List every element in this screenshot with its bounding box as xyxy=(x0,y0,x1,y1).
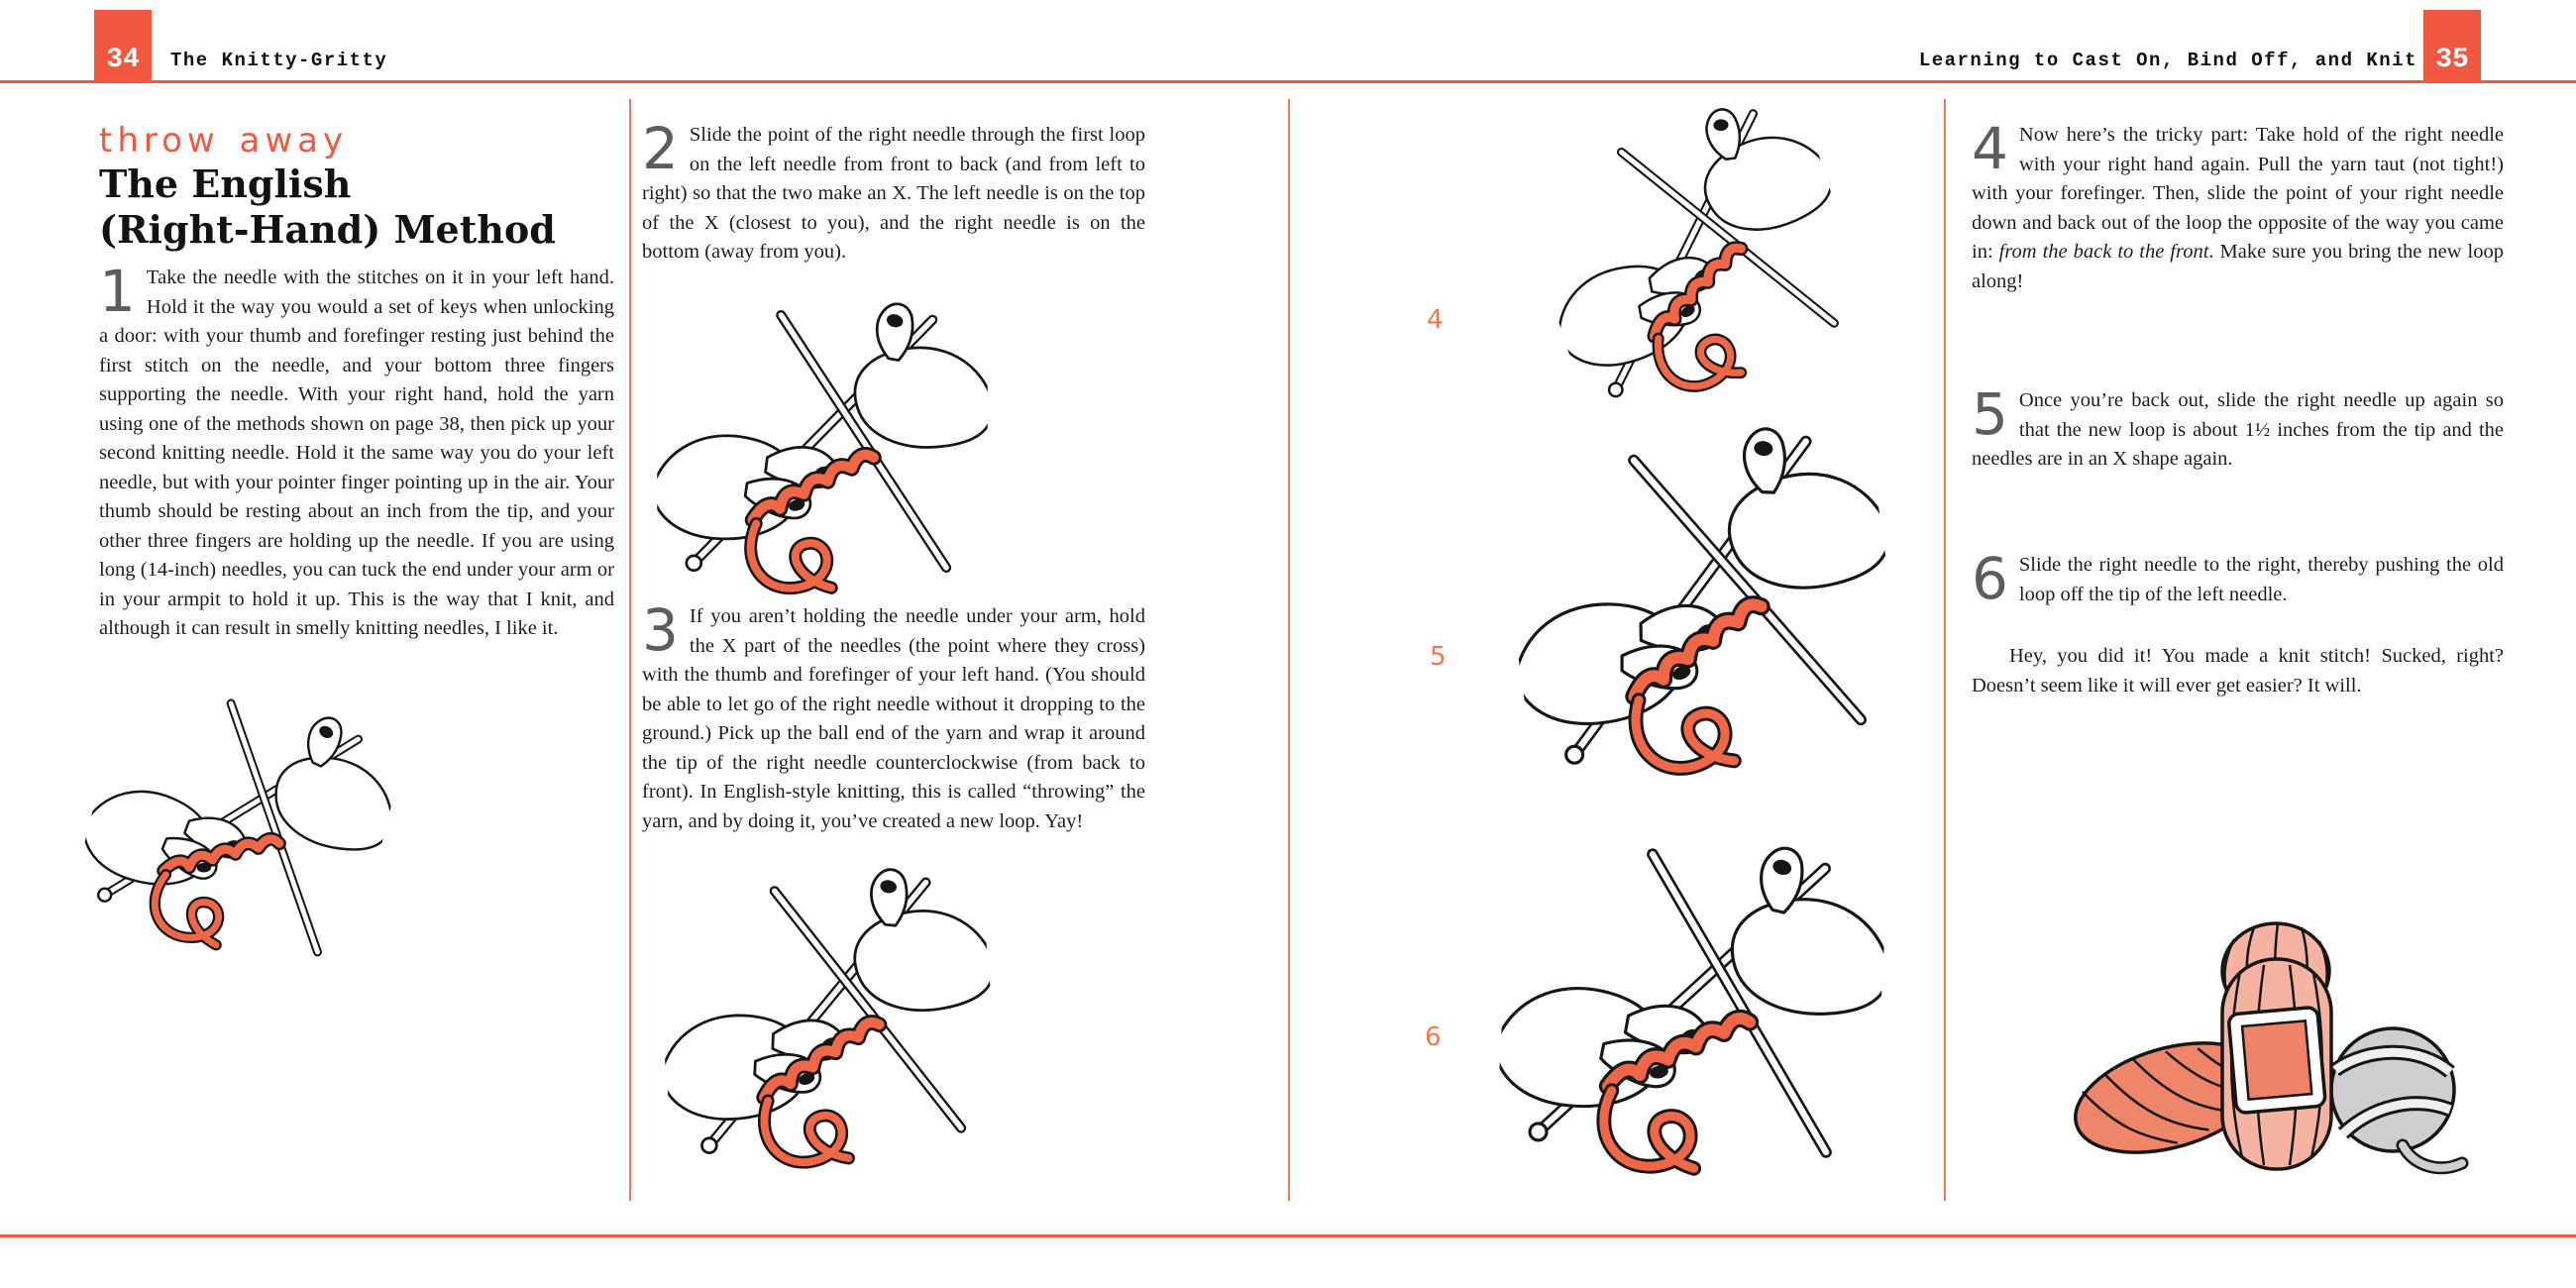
figure-label-5: 5 xyxy=(1430,642,1448,672)
step-3-number: 3 xyxy=(642,596,679,664)
step-6-text: Slide the right needle to the right, thereby pushing the old loop off the tip of the left needle. xyxy=(2018,554,2504,605)
knitting-hands-illustration-step5 xyxy=(1444,395,1959,814)
header-rule xyxy=(0,80,2576,83)
page-gutter-divider xyxy=(1288,99,1290,1201)
step-4-text-start: Now here’s the tricky part: Take hold of the right needle with your right hand again. Pull the yarn taut (not tight!) with your forefinger. Then, slide the point of your right needle down and back out of the loop the opposite of the way you came in: xyxy=(1972,124,2504,263)
footer-rule xyxy=(0,1234,2576,1237)
step-1 xyxy=(99,258,614,644)
step-4-number: 4 xyxy=(1972,115,2008,182)
page-number-left: 34 xyxy=(94,10,152,81)
section-heading xyxy=(99,161,556,253)
step-1-number: 1 xyxy=(99,258,136,325)
step-3 xyxy=(642,596,1145,836)
step-5-text: Once you’re back out, slide the right needle up again so that the new loop is about 1½ inches from the tip and the needles are in an X shape again. xyxy=(1972,389,2504,470)
step-3-text: If you aren’t holding the needle under your arm, hold the X part of the needles (the point where they cross) with the thumb and forefinger of your left hand. (You should be able to let go of the right needle without it dropping to the ground.) Pick up the ball end of the yarn and wrap it around the tip of the right needle counterclockwise (from back to front). In English-style knitting, this is called “throwing” the yarn, and by doing it, you’ve created a new loop. Yay! xyxy=(642,605,1145,832)
closing-paragraph xyxy=(1972,642,2504,700)
step-2-number: 2 xyxy=(642,115,679,182)
step-5 xyxy=(1972,380,2504,475)
knitting-hands-illustration-step2 xyxy=(649,292,996,604)
figure-label-6: 6 xyxy=(1425,1022,1443,1052)
step-4 xyxy=(1972,115,2504,296)
column-divider-left-page xyxy=(629,99,631,1201)
knitting-hands-illustration-step1 xyxy=(55,656,419,995)
knitting-hands-illustration-step6 xyxy=(1443,818,1941,1200)
running-title-left: The Knitty-Gritty xyxy=(170,50,388,71)
step-2-text: Slide the point of the right needle through the first loop on the left needle from front to back (and from left to right) so that the two make an X. The left needle is on the top of the X (closest to you), and the right needle is on the bottom (away from you). xyxy=(642,124,1145,263)
step-5-number: 5 xyxy=(1972,380,2008,448)
section-heading-line2: (Right-Hand) Method xyxy=(99,207,556,252)
step-4-text-italic: from the back to the front xyxy=(1998,241,2209,263)
step-1-text: Take the needle with the stitches on it in your left hand. Hold it the way you would a set of keys when unlocking a door: with your thumb and forefinger resting just behind the first stitch on the needle, and your bottom three fingers supporting the needle. With your right hand, hold the yarn using one of the methods shown on page 38, then pick up your second knitting needle. Hold it the same way you do your left needle, but with your pointer finger pointing up in the air. Your thumb should be resting about an inch from the tip, and your other three fingers are holding up the needle. If you are using long (14-inch) needles, you can tuck the end under your arm or in your armpit to hold it up. This is the way that I knit, and although it can result in smelly knitting needles, I like it. xyxy=(99,267,614,639)
step-6-number: 6 xyxy=(1972,545,2008,612)
step-4-text-end: . Make sure you bring the new loop along! xyxy=(1972,241,2504,292)
section-kicker: throw away xyxy=(99,121,349,161)
knitting-hands-illustration-step3 xyxy=(631,848,1023,1191)
yarn-skeins-illustration xyxy=(2066,919,2482,1177)
page-number-right: 35 xyxy=(2423,10,2481,81)
closing-text: Hey, you did it! You made a knit stitch! Sucked, right? Doesn’t seem like it will ever get easier? It will. xyxy=(1972,645,2504,697)
section-heading-line1: The English xyxy=(99,161,352,206)
step-6 xyxy=(1972,545,2504,612)
figure-label-4: 4 xyxy=(1427,305,1445,335)
running-title-right: Learning to Cast On, Bind Off, and Knit xyxy=(1918,50,2417,71)
step-2 xyxy=(642,115,1145,268)
